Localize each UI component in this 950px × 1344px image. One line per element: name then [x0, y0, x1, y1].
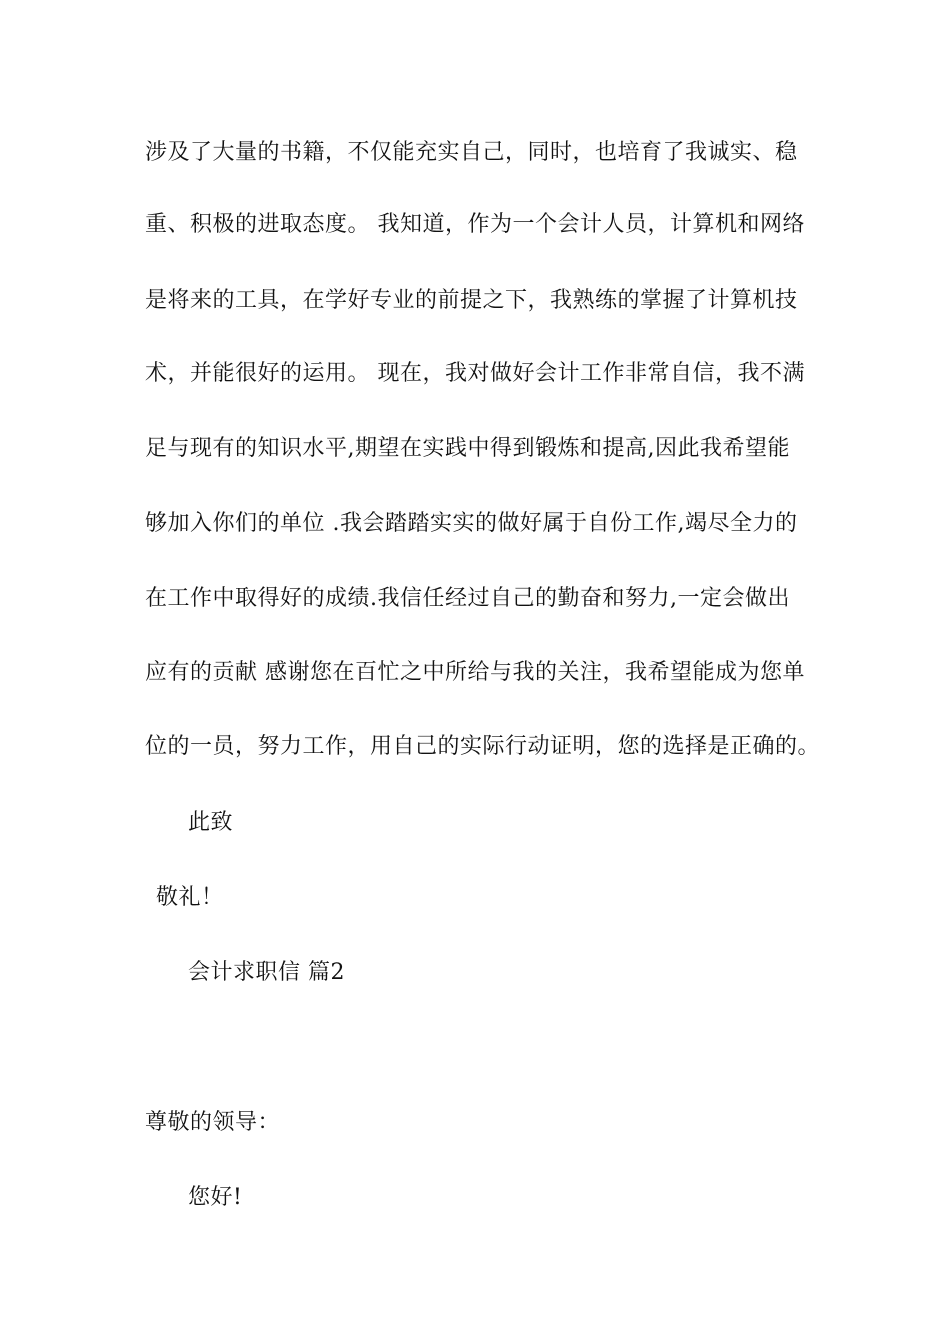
body-text-line: 重、积极的进取态度。 我知道，作为一个会计人员，计算机和网络 [145, 212, 805, 237]
closing-salute: 敬礼！ [156, 885, 224, 910]
greeting: 您好! [188, 1185, 243, 1210]
closing-phrase: 此致 [188, 810, 234, 835]
body-text-line: 术，并能很好的运用。 现在，我对做好会计工作非常自信，我不满 [145, 361, 805, 386]
body-text-line: 够加入你们的单位 .我会踏踏实实的做好属于自份工作,竭尽全力的 [145, 511, 798, 536]
salutation: 尊敬的领导： [145, 1110, 281, 1135]
section-title: 会计求职信 篇2 [188, 960, 345, 985]
body-text-line: 应有的贡献 感谢您在百忙之中所给与我的关注，我希望能成为您单 [145, 660, 805, 685]
body-text-line: 在工作中取得好的成绩.我信任经过自己的勤奋和努力,一定会做出 [145, 586, 790, 611]
body-text-line: 涉及了大量的书籍，不仅能充实自己，同时，也培育了我诚实、稳 [145, 140, 798, 165]
body-text-line: 是将来的工具，在学好专业的前提之下，我熟练的掌握了计算机技 [145, 288, 798, 313]
body-text-line: 足与现有的知识水平,期望在实践中得到锻炼和提高,因此我希望能 [145, 436, 790, 461]
body-text-line: 位的一员，努力工作，用自己的实际行动证明，您的选择是正确的。 [145, 734, 821, 759]
